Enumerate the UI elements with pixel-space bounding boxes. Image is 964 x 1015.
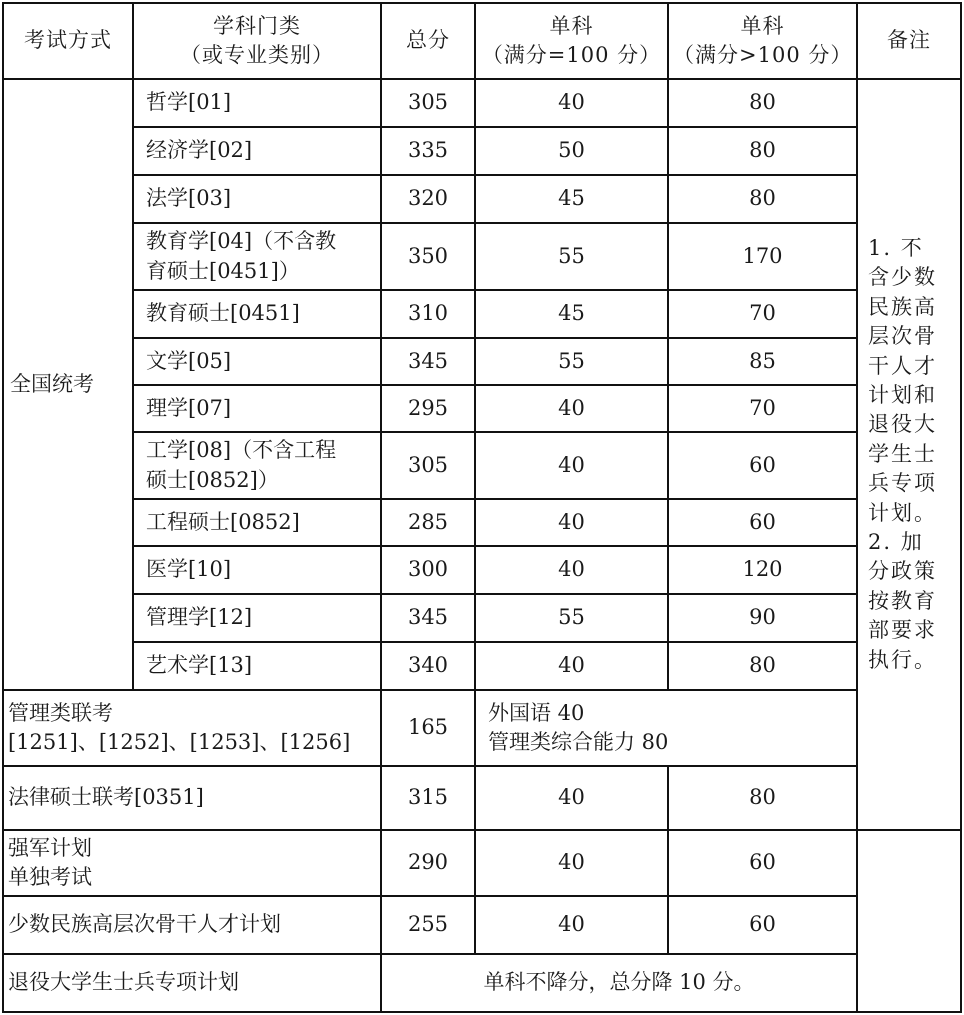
header-note: 备注 [857, 3, 961, 79]
remark-line: 层次骨 [868, 324, 937, 349]
subject-cell: 文学[05] [133, 338, 381, 385]
single-gt100-cell: 120 [668, 546, 857, 594]
header-total: 总分 [381, 3, 475, 79]
management-joint-row [3, 690, 961, 766]
remark-line: 按教育 [868, 588, 937, 613]
table-row [3, 385, 961, 432]
total-cell: 285 [381, 499, 475, 546]
table-row [3, 127, 961, 175]
single-gt100-cell: 80 [668, 766, 857, 830]
table-row [3, 432, 961, 499]
single100-cell: 40 [475, 385, 668, 432]
subject-cell: 艺术学[13] [133, 642, 381, 690]
header-single-gt100-line2: （满分>100 分） [673, 43, 853, 67]
total-cell: 320 [381, 175, 475, 223]
national-exam-label: 全国统考 [3, 79, 133, 690]
single100-cell: 40 [475, 642, 668, 690]
subject-cell: 医学[10] [133, 546, 381, 594]
remark-line: 部要求 [868, 618, 937, 643]
single100-cell: 55 [475, 338, 668, 385]
total-cell: 305 [381, 432, 475, 499]
remark-line: 执行。 [868, 647, 937, 672]
management-joint-detail-line2: 管理类综合能力 80 [488, 730, 669, 754]
header-subject-line2: （或专业类别） [180, 43, 334, 67]
total-cell: 165 [381, 690, 475, 766]
total-cell: 345 [381, 594, 475, 642]
remark-line: 退役大 [868, 412, 937, 437]
management-joint-label-line2: [1251]、[1252]、[1253]、[1256] [8, 730, 351, 754]
total-cell: 310 [381, 290, 475, 338]
table-row [3, 223, 961, 290]
subject-cell: 法学[03] [133, 175, 381, 223]
header-single-100-line1: 单科 [549, 13, 594, 38]
veteran-plan-row [3, 954, 961, 1012]
subject-cell [133, 432, 381, 499]
remark-line: 1. 不 [868, 236, 924, 261]
military-plan-label-line2: 单独考试 [8, 865, 92, 889]
minority-plan-label: 少数民族高层次骨干人才计划 [3, 896, 381, 954]
remark-line: 2. 加 [868, 529, 924, 554]
military-plan-row [3, 830, 961, 896]
military-plan-label [3, 830, 381, 896]
remarks-cell [857, 79, 961, 830]
single100-cell: 40 [475, 546, 668, 594]
header-row [3, 3, 961, 79]
table-row [3, 338, 961, 385]
remark-line: 兵专项 [868, 471, 937, 496]
subject-cell: 经济学[02] [133, 127, 381, 175]
management-joint-label [3, 690, 381, 766]
single-gt100-cell: 70 [668, 290, 857, 338]
table-row [3, 499, 961, 546]
management-joint-label-line1: 管理类联考 [8, 700, 113, 725]
law-master-label: 法律硕士联考[0351] [3, 766, 381, 830]
remark-line: 学生士 [868, 441, 937, 466]
total-cell: 295 [381, 385, 475, 432]
total-cell: 305 [381, 79, 475, 127]
subject-cell: 管理学[12] [133, 594, 381, 642]
total-cell: 300 [381, 546, 475, 594]
subject-line1: 教育学[04]（不含教 [146, 229, 337, 254]
remark-line: 干人才 [868, 353, 937, 378]
minority-plan-row [3, 896, 961, 954]
table-row [3, 594, 961, 642]
single-gt100-cell: 90 [668, 594, 857, 642]
single-gt100-cell: 80 [668, 79, 857, 127]
total-cell: 255 [381, 896, 475, 954]
remark-line: 计划和 [868, 383, 937, 408]
single100-cell: 50 [475, 127, 668, 175]
single100-cell: 40 [475, 830, 668, 896]
table-row [3, 642, 961, 690]
veteran-plan-label: 退役大学生士兵专项计划 [3, 954, 381, 1012]
table-row [3, 175, 961, 223]
single100-cell: 45 [475, 175, 668, 223]
single-gt100-cell: 170 [668, 223, 857, 290]
single100-cell: 45 [475, 290, 668, 338]
single100-cell: 40 [475, 499, 668, 546]
remark-line: 计划。 [868, 500, 937, 525]
management-joint-detail [475, 690, 857, 766]
header-single-100-line2: （满分=100 分） [481, 43, 662, 67]
subject-cell: 理学[07] [133, 385, 381, 432]
single-gt100-cell: 60 [668, 830, 857, 896]
single-gt100-cell: 80 [668, 175, 857, 223]
single100-cell: 40 [475, 432, 668, 499]
management-joint-detail-line1: 外国语 40 [488, 700, 585, 725]
header-single-gt100-line1: 单科 [740, 13, 785, 38]
remark-line: 含少数 [868, 265, 937, 290]
single100-cell: 55 [475, 223, 668, 290]
subject-cell: 哲学[01] [133, 79, 381, 127]
table-row [3, 546, 961, 594]
header-single-gt100 [668, 3, 857, 79]
subject-line2: 育硕士[0451]） [146, 258, 300, 283]
total-cell: 345 [381, 338, 475, 385]
law-master-row [3, 766, 961, 830]
table-row [3, 290, 961, 338]
remarks-empty-cell [857, 830, 961, 1012]
single100-cell: 40 [475, 79, 668, 127]
header-single-100 [475, 3, 668, 79]
subject-line1: 工学[08]（不含工程 [146, 438, 337, 463]
total-cell: 335 [381, 127, 475, 175]
subject-line2: 硕士[0852]） [146, 467, 279, 492]
single-gt100-cell: 60 [668, 432, 857, 499]
total-cell: 315 [381, 766, 475, 830]
single-gt100-cell: 60 [668, 499, 857, 546]
total-cell: 350 [381, 223, 475, 290]
single-gt100-cell: 70 [668, 385, 857, 432]
total-cell: 340 [381, 642, 475, 690]
single-gt100-cell: 80 [668, 127, 857, 175]
single-gt100-cell: 80 [668, 642, 857, 690]
header-exam-method: 考试方式 [3, 3, 133, 79]
header-subject-line1: 学科门类 [213, 13, 301, 38]
single100-cell: 40 [475, 896, 668, 954]
subject-cell [133, 223, 381, 290]
military-plan-label-line1: 强军计划 [8, 835, 92, 860]
subject-cell: 工程硕士[0852] [133, 499, 381, 546]
total-cell: 290 [381, 830, 475, 896]
single-gt100-cell: 60 [668, 896, 857, 954]
header-subject [133, 3, 381, 79]
veteran-plan-rule: 单科不降分，总分降 10 分。 [381, 954, 857, 1012]
single-gt100-cell: 85 [668, 338, 857, 385]
single100-cell: 40 [475, 766, 668, 830]
single100-cell: 55 [475, 594, 668, 642]
table-row [3, 79, 961, 127]
remark-line: 分政策 [868, 559, 937, 584]
score-line-table [2, 2, 962, 1013]
subject-cell: 教育硕士[0451] [133, 290, 381, 338]
remark-line: 民族高 [868, 294, 937, 319]
